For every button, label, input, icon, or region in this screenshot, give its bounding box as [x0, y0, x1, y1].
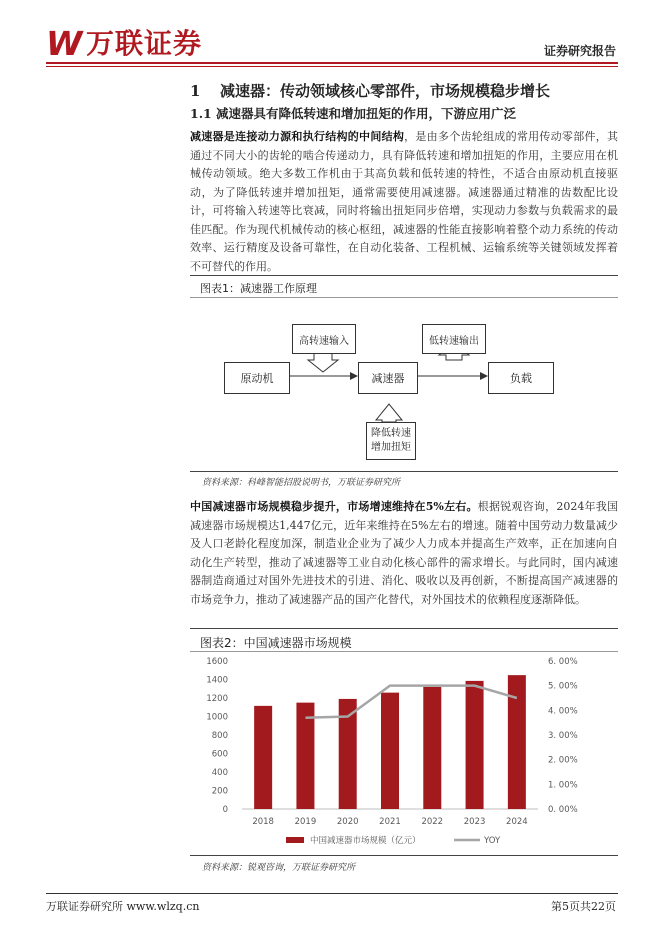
paragraph-intro: [190, 128, 618, 276]
y-tick-label-right: 1. 00%: [548, 780, 578, 791]
node-high-speed-input: 高转速输入: [292, 324, 356, 354]
y-tick-label-left: 400: [211, 768, 228, 778]
x-tick-label: 2022: [421, 817, 444, 827]
y-tick-label-left: 600: [211, 749, 228, 760]
bar-2022: [423, 687, 441, 809]
section-title: 减速器：传动领域核心零部件，市场规模稳步增长: [220, 82, 551, 100]
y-tick-label-right: 3. 00%: [548, 731, 578, 741]
y-tick-label-right: 4. 00%: [548, 706, 578, 717]
node-line-2: 增加扭矩: [371, 442, 411, 453]
x-tick-label: 2018: [252, 817, 274, 827]
paragraph-market: [190, 498, 618, 609]
bar-2023: [466, 681, 484, 809]
node-load: 负载: [488, 362, 554, 394]
bar-2018: [254, 706, 272, 809]
logo-name: 万联证券: [86, 27, 203, 60]
node-low-speed-output: 低转速输出: [422, 324, 486, 354]
bar-2021: [381, 693, 399, 809]
x-axis-ticks: [252, 817, 527, 827]
block-arrow-down: [308, 353, 338, 372]
x-tick-label: 2020: [336, 817, 359, 827]
y-axis-left: [206, 657, 228, 815]
figure-source: 资料来源：科峰智能招股说明书，万联证券研究所: [202, 478, 401, 488]
paragraph-body: 根据锐观咨询，2024年我国减速器市场规模达1,447亿元，近年来维持在5%左右的增速。随着中国劳动力数量减少及人口老龄化程度加深，制造业企业为了减少人力成本并提高生产效率，正在加速向自动化生产转型，推动了减速器等工业自动化核心部件的需求增长。与此同时，国内减速器制造商通过对国外先进技术的引进、消化、吸收以及再创新，不断提高国产减速器的市场竞争力，推动了减速器产品的国产化替代，对外国技术的依赖程度逐渐降低。: [190, 500, 618, 606]
legend-label-line: YOY: [484, 836, 501, 846]
bar-series: [254, 675, 526, 809]
figure-title: 图表1：减速器工作原理: [200, 282, 317, 295]
company-logo: [46, 26, 246, 62]
header-divider: [46, 62, 618, 64]
subsection-heading: [190, 104, 516, 122]
y-axis-right: [548, 657, 578, 815]
x-tick-label: 2024: [506, 817, 528, 827]
y-tick-label-left: 1600: [206, 657, 228, 667]
subsection-title: 减速器具有降低转速和增加扭矩的作用，下游应用广泛: [216, 106, 517, 121]
arrowhead: [480, 372, 488, 380]
reducer-diagram: [190, 298, 618, 468]
x-tick-label: 2021: [379, 817, 401, 827]
chart-legend: [286, 835, 501, 846]
node-reduce-speed-increase-torque: [366, 422, 416, 460]
y-tick-label-left: 800: [211, 731, 228, 741]
legend-label-bar: 中国减速器市场规模（亿元）: [310, 836, 421, 846]
y-tick-label-left: 1400: [206, 675, 228, 686]
footer-divider: [46, 893, 618, 894]
x-tick-label: 2023: [463, 817, 486, 827]
paragraph-body: ，是由多个齿轮组成的常用传动零部件，其通过不同大小的齿轮的啮合传递动力，具有降低转速和增加扭矩的作用，主要应用在机械传动领域。绝大多数工作机由于其高负载和低转速的特性，不适合由原动机直接驱动，为了降低转速并增加扭矩，通常需要使用减速器。减速器通过精准的齿数配比设计，可将输入转速等比衰减，同时将输出扭矩同步倍增，实现动力参数与负载需求的最佳匹配。作为现代机械传动的核心枢纽，减速器的性能直接影响着整个动力系统的传动效率、运行精度及设备可靠性，在自动化装备、工程机械、运输系统等关键领域发挥着不可替代的作用。: [190, 130, 619, 273]
block-arrow-up-bottom: [376, 404, 402, 422]
y-tick-label-right: 0. 00%: [548, 805, 578, 815]
section-number: 1: [190, 82, 201, 100]
figure-source: 资料来源：锐观咨询，万联证券研究所: [202, 863, 356, 873]
node-motor: 原动机: [224, 362, 290, 394]
figure-bottom-rule: [190, 855, 618, 856]
figure-title: 图表2：中国减速器市场规模: [200, 636, 352, 650]
logo-mark: W: [46, 24, 83, 63]
figure-top-rule: [190, 628, 618, 629]
y-tick-label-right: 2. 00%: [548, 755, 578, 766]
node-reducer: 减速器: [358, 362, 418, 394]
x-tick-label: 2019: [294, 817, 317, 827]
figure-top-rule: [190, 275, 618, 276]
figure-bottom-rule: [190, 471, 618, 472]
y-tick-label-left: 0: [222, 805, 228, 815]
section-heading: [190, 80, 550, 101]
header-divider-thin: [46, 66, 618, 67]
y-tick-label-left: 200: [211, 786, 228, 797]
paragraph-lead: 减速器是连接动力源和执行结构的中间结构: [190, 130, 405, 143]
page-number: 第5页共22页: [551, 900, 616, 913]
footer-website: 万联证券研究所 www.wlzq.cn: [46, 900, 200, 913]
report-type: 证券研究报告: [543, 44, 616, 58]
paragraph-lead: 中国减速器市场规模稳步提升，市场增速维持在5%左右。: [190, 500, 478, 513]
y-tick-label-left: 1200: [206, 694, 228, 704]
legend-swatch-bar: [286, 837, 304, 843]
market-size-chart: [190, 652, 618, 854]
arrowhead: [350, 372, 358, 380]
yoy-line: [305, 686, 516, 718]
y-tick-label-left: 1000: [206, 712, 228, 723]
node-line-1: 降低转速: [371, 428, 411, 439]
y-tick-label-right: 6. 00%: [548, 657, 578, 667]
subsection-number: 1.1: [190, 106, 212, 121]
y-tick-label-right: 5. 00%: [548, 681, 578, 692]
